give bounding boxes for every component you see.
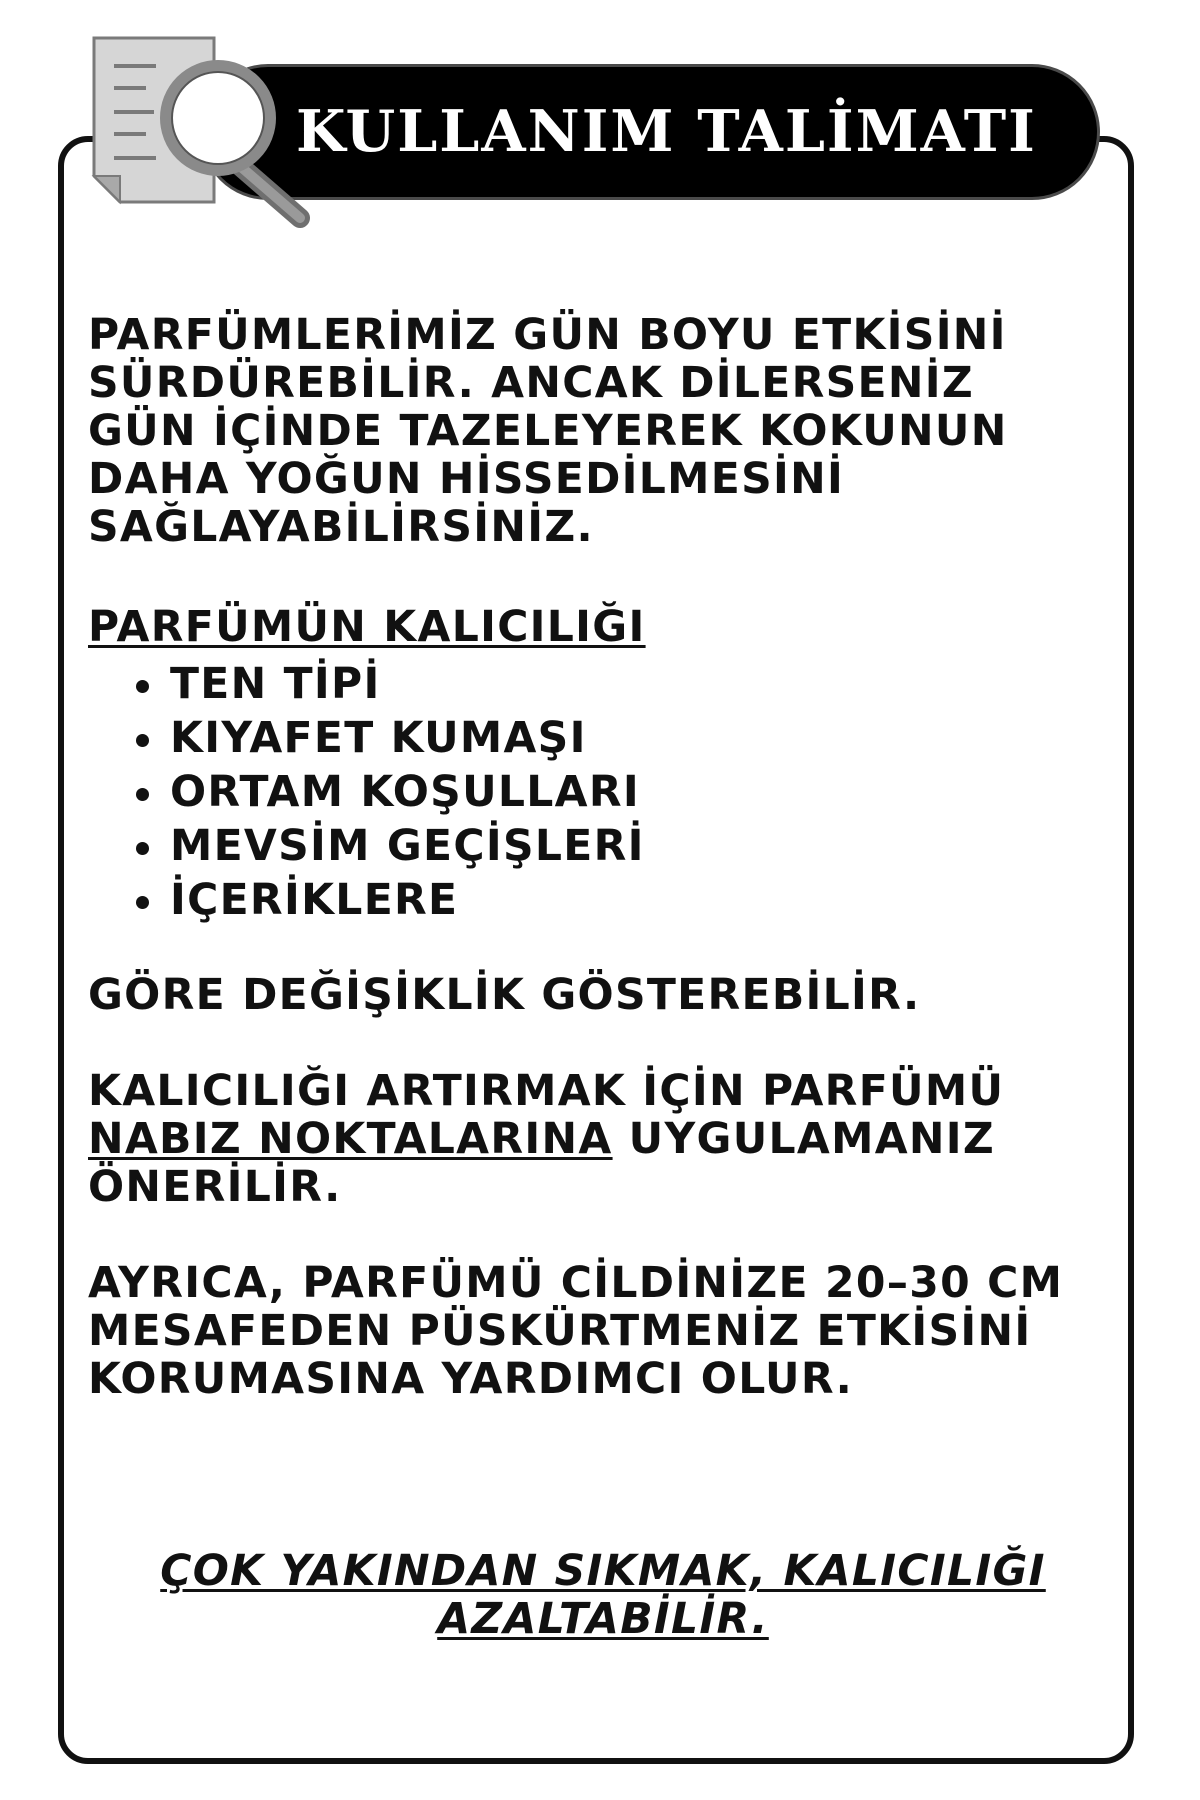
warning-line: AZALTABİLİR. [437, 1595, 769, 1644]
bullet-icon [136, 842, 149, 855]
list-item [130, 766, 645, 820]
intro-line: SÜRDÜREBİLİR. ANCAK DİLERSENİZ [88, 359, 974, 408]
bullet-icon [136, 734, 149, 747]
list-item-label: TEN TİPİ [170, 660, 381, 709]
list-item [130, 820, 645, 874]
application-tip [88, 1068, 1004, 1212]
intro-line: PARFÜMLERİMİZ GÜN BOYU ETKİSİNİ [88, 311, 1007, 360]
persistence-closing: GÖRE DEĞİŞİKLİK GÖSTEREBİLİR. [88, 971, 921, 1020]
intro-paragraph [88, 312, 1008, 552]
intro-line: SAĞLAYABİLİRSİNİZ. [88, 503, 594, 552]
tip-line-rest: UYGULAMANIZ [612, 1115, 996, 1164]
persistence-heading: PARFÜMÜN KALICILIĞI [88, 603, 646, 652]
warning-line: ÇOK YAKINDAN SIKMAK, KALICILIĞI [160, 1547, 1046, 1596]
persistence-factors-list [130, 658, 645, 928]
distance-line: KORUMASINA YARDIMCI OLUR. [88, 1355, 854, 1404]
list-item [130, 712, 645, 766]
list-item-label: ORTAM KOŞULLARI [170, 768, 640, 817]
intro-line: DAHA YOĞUN HİSSEDİLMESİNİ [88, 455, 845, 504]
bullet-icon [136, 788, 149, 801]
tip-line: KALICILIĞI ARTIRMAK İÇİN PARFÜMÜ [88, 1067, 1005, 1116]
list-item [130, 874, 645, 928]
tip-line [88, 1116, 1004, 1164]
tip-line: ÖNERİLİR. [88, 1163, 342, 1212]
bullet-icon [136, 896, 149, 909]
distance-line: AYRICA, PARFÜMÜ CİLDİNİZE 20–30 CM [88, 1259, 1064, 1308]
pulse-points-emphasis: NABIZ NOKTALARINA [88, 1115, 613, 1164]
list-item [130, 658, 645, 712]
page-title: KULLANIM TALİMATI [296, 98, 1037, 165]
list-item-label: İÇERİKLERE [170, 876, 459, 925]
distance-line: MESAFEDEN PÜSKÜRTMENİZ ETKİSİNİ [88, 1307, 1032, 1356]
list-item-label: MEVSİM GEÇİŞLERİ [170, 822, 645, 871]
document-magnifier-icon [90, 36, 330, 236]
bullet-icon [136, 680, 149, 693]
list-item-label: KIYAFET KUMAŞI [170, 714, 587, 763]
intro-line: GÜN İÇİNDE TAZELEYEREK KOKUNUN [88, 407, 1008, 456]
distance-paragraph [88, 1260, 1063, 1404]
warning-note [88, 1548, 1118, 1644]
